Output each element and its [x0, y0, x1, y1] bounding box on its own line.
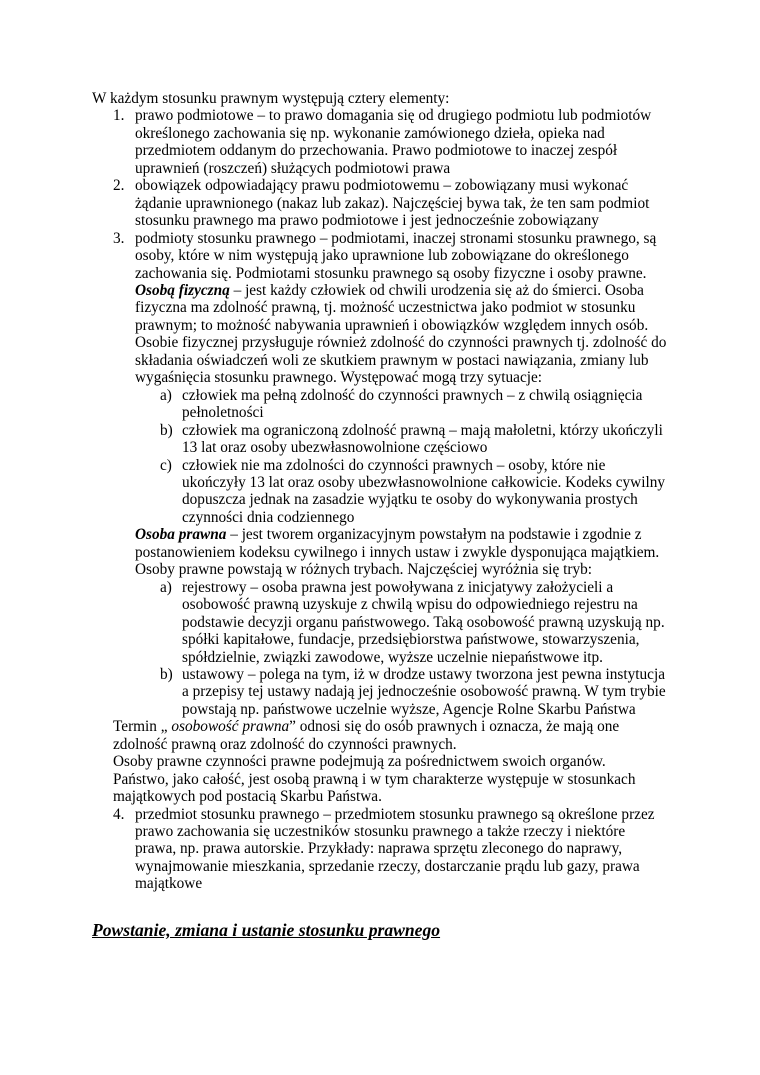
- prawna-tryb-b: [160, 666, 668, 718]
- osoba-fizyczna-lead: Osobą fizyczną: [135, 281, 230, 299]
- list-item-3-body: [135, 230, 668, 719]
- list-item-1-text: prawo podmiotowe – to prawo domagania się od drugiego podmiotu lub podmiotów określonego zachowania się np. wykonanie zamówionego dzieła, opieka nad przedmiotem oddanym do przechowania. Prawo podmiotowe to inaczej zespół uprawnień (roszczeń) służących podmiotowi prawa: [135, 107, 652, 177]
- fizyczna-case-c: [160, 457, 668, 527]
- list-item-4: [92, 806, 668, 893]
- prawna-tryb-a-letter: a): [160, 578, 172, 596]
- termin-pre: Termin „: [113, 718, 172, 736]
- prawna-tryb-b-letter: b): [160, 665, 173, 683]
- list-item-2-number: 2.: [113, 177, 125, 195]
- document-content: [92, 90, 668, 940]
- termin-post: ” odnosi się do osób prawnych i oznacza, że mają one zdolność prawną oraz zdolność do czynności prawnych.: [113, 718, 620, 753]
- list-item-1-number: 1.: [113, 107, 125, 125]
- list-item-4-text: przedmiot stosunku prawnego – przedmiotem stosunku prawnego są określone przez prawo zachowania się uczestników stosunku prawnego a także rzeczy i niektóre prawa, np. prawa autorskie. Przykłady: naprawa sprzętu zleconego do naprawy, wynajmowanie mieszkania, sprzedanie rzeczy, dostarczanie prądu lub gazy, prawa majątkowe: [135, 805, 655, 893]
- intro-paragraph: W każdym stosunku prawnym występują cztery elementy:: [92, 90, 450, 107]
- fizyczna-case-c-text: człowiek nie ma zdolności do czynności prawnych – osoby, które nie ukończyły 13 lat oraz osoby ubezwłasnowolnione całkowicie. Kodeks cywilny dopuszcza jednak na zasadzie wyjątku te osoby do wykonywania prostych czynności dnia codziennego: [182, 456, 666, 526]
- termin-term: osobowość prawna: [171, 718, 290, 736]
- fizyczna-case-c-letter: c): [160, 456, 172, 474]
- fizyczna-case-b-text: człowiek ma ograniczoną zdolność prawną – mają małoletni, którzy ukończyli 13 lat oraz osoby ubezwłasnowolnione częściowo: [182, 421, 663, 457]
- panstwo-paragraph: Państwo, jako całość, jest osobą prawną i w tym charakterze występuje w stosunkach majątkowych pod postacią Skarbu Państwa.: [113, 770, 636, 806]
- prawna-tryb-a-text: rejestrowy – osoba prawna jest powoływana z inicjatywy założycieli a osobowość prawną uzyskuje z chwilą wpisu do odpowiedniego rejestru na podstawie decyzji organu państwowego. Taką osobowość prawną uzyskują np. spółki kapitałowe, fundacje, przedsiębiorstwa państwowe, stowarzyszenia, spółdzielnie, związki zawodowe, wyższe uczelnie niepaństwowe itp.: [182, 578, 665, 666]
- prawna-tryb-a: [160, 579, 668, 666]
- osoba-fizyczna-paragraph: [135, 282, 668, 387]
- prawna-tryb-b-text: ustawowy – polega na tym, iż w drodze ustawy tworzona jest pewna instytucja a przepisy tej ustawy nadają jej jednocześnie osobowość prawną. W tym trybie powstają np. państwowe uczelnie wyższe, Agencje Rolne Skarbu Państwa: [182, 665, 666, 718]
- osoba-fizyczna-text: – jest każdy człowiek od chwili urodzenia się aż do śmierci. Osoba fizyczna ma zdolność prawną, tj. możność uczestnictwa jako podmiot w stosunku prawnym; to możność nabywania uprawnień i obowiązków względem innych osób. Osobie fizycznej przysługuje również zdolność do czynności prawnych tj. zdolność do składania oświadczeń woli ze skutkiem prawnym w postaci nawiązania, zmiany lub wygaśnięcia stosunku prawnego. Występować mogą trzy sytuacje:: [135, 281, 667, 387]
- organy-paragraph: Osoby prawne czynności prawne podejmują za pośrednictwem swoich organów.: [113, 753, 606, 771]
- fizyczna-case-b: [160, 422, 668, 457]
- fizyczna-case-a-letter: a): [160, 386, 172, 404]
- termin-paragraph: [113, 718, 668, 753]
- list-item-4-number: 4.: [113, 805, 125, 823]
- list-item-3: [92, 230, 668, 719]
- list-item-3-text: podmioty stosunku prawnego – podmiotami, inaczej stronami stosunku prawnego, są osoby, które w nim występują jako uprawnione lub zobowiązane do określonego zachowania się. Podmiotami stosunku prawnego są osoby fizyczne i osoby prawne.: [135, 229, 657, 282]
- fizyczna-case-a: [160, 387, 668, 422]
- osoba-prawna-paragraph: [135, 526, 668, 578]
- list-item-1: [92, 107, 668, 177]
- osoba-prawna-text: – jest tworem organizacyjnym powstałym na podstawie i zgodnie z postanowieniem kodeksu cywilnego i innych ustaw i zwykle dysponująca majątkiem. Osoby prawne powstają w różnych trybach. Najczęściej wyróżnia się tryb:: [135, 526, 660, 579]
- list-item-3-number: 3.: [113, 229, 125, 247]
- fizyczna-case-a-text: człowiek ma pełną zdolność do czynności prawnych – z chwilą osiągnięcia pełnoletności: [182, 386, 643, 422]
- section-heading: Powstanie, zmiana i ustanie stosunku prawnego: [92, 919, 441, 940]
- fizyczna-case-b-letter: b): [160, 421, 173, 439]
- list-item-2-text: obowiązek odpowiadający prawu podmiotowemu – zobowiązany musi wykonać żądanie uprawnionego (nakaz lub zakaz). Najczęściej bywa tak, że ten sam podmiot stosunku prawnego ma prawo podmiotowe i jest jednocześnie zobowiązany: [135, 177, 650, 230]
- osoba-prawna-lead: Osoba prawna: [135, 526, 227, 544]
- list-item-2: [92, 177, 668, 229]
